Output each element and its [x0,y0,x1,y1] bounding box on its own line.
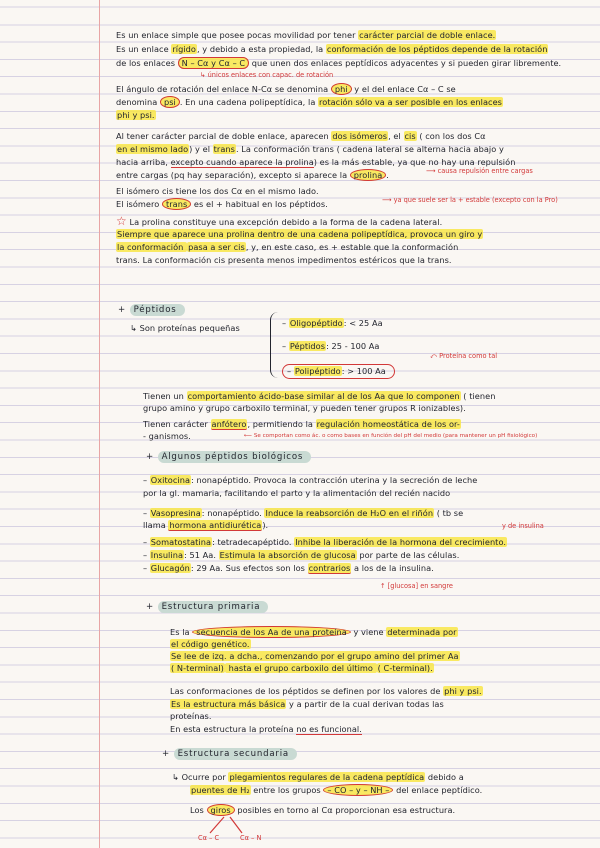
algunos-item-1b: por la gl. mamaria, facilitando el parto y la alimentación del recién nacido [143,488,451,498]
algunos-margin-note: y de insulina [502,522,544,530]
p3-margin-note: ⟶ causa repulsión entre cargas [426,167,533,175]
giros-note-2: Cα – N [240,834,262,842]
peptidos-body-1: Tienen un comportamiento ácido-base similar al de los Aa que lo componen ( tienen [143,391,496,401]
secundaria-line-2: puentes de H₂ entre los grupos – CO – y – NH – del enlace peptídico. [191,785,483,795]
algunos-item-1a: – Oxitocina: nonapéptido. Provoca la contracción uterina y la secreción de leche [143,475,478,485]
p1-line-2: Es un enlace rígido, y debido a esta propiedad, la conformación de los péptidos depende de la rotación [116,44,548,54]
p1-line-1: Es un enlace simple que posee pocas movilidad por tener carácter parcial de doble enlace. [116,30,496,40]
p3-line-1: Al tener carácter parcial de doble enlace, aparecen dos isómeros, el cis ( con los dos Cα [116,131,486,141]
p1-line-3: de los enlaces N – Cα y Cα – C que unen dos enlaces peptídicos adyacentes y si pueden girar libremente. [116,58,562,68]
p3-line-4: entre cargas (pq hay separación), excepto si aparece la prolina . [116,170,389,180]
section-estructura-secundaria: + Estructura secundaria [162,749,297,759]
algunos-item-3: – Somatostatina: tetradecapéptido. Inhibe la liberación de la hormona del crecimiento. [143,537,507,547]
estructura-line-1: Es la secuencia de los Aa de una proteína y viene determinada por [170,627,457,637]
peptidos-body-2: grupo amino y grupo carboxilo terminal, y pueden tener grupos R ionizables). [143,403,466,413]
p5-line-3: la conformación pasa a ser cis, y, en este caso, es + estable que la conformación [117,242,459,252]
star-icon: ☆ [116,214,127,228]
p5-line-2: Siempre que aparece una prolina dentro de una cadena polipeptídica, provoca un giro y [117,229,483,239]
peptidos-body-3: Tienen carácter anfótero, permitiendo la regulación homeostática de los or- [143,419,460,429]
algunos-item-2b: llama hormona antidiurética). [143,520,269,530]
peptidos-item-3: – Polipéptido: > 100 Aa [282,364,395,379]
giros-note-1: Cα – C [198,834,220,842]
p5-line-4: trans. La conformación cis presenta menos impedimentos estéricos que la trans. [116,255,452,265]
estructura-line-4: ( N-terminal) hasta el grupo carboxilo del último ( C-terminal). [171,663,433,673]
notebook-margin-line [99,0,100,848]
algunos-item-2a: – Vasopresina: nonapéptido. Induce la reabsorción de H₂O en el riñón ( tb se [143,508,464,518]
algunos-item-5: – Glucagón: 29 Aa. Sus efectos son los contrarios a los de la insulina. [143,563,434,573]
peptidos-item-1: – Oligopéptido: < 25 Aa [282,318,383,328]
secundaria-line-1: ↳ Ocurre por plegamientos regulares de la cadena peptídica debido a [172,772,464,782]
estructura-line-7: proteínas. [170,711,212,721]
p4-margin-note: ⟶ ya que suele ser la + estable (excepto con la Pro) [382,196,558,204]
section-algunos: + Algunos péptidos biológicos [146,452,311,462]
p2-line-1: El ángulo de rotación del enlace N-Cα se denomina phi y el del enlace Cα – C se [116,84,456,94]
section-estructura-primaria: + Estructura primaria [146,602,268,612]
p5-line-1: ☆ La prolina constituye una excepción debido a la forma de la cadena lateral. [116,214,443,228]
estructura-line-2: el código genético. [171,639,250,649]
secundaria-line-3: Los giros posibles en torno al Cα proporcionan esa estructura. [190,805,456,815]
estructura-line-6: Es la estructura más básica y a partir de la cual derivan todas las [171,699,444,709]
estructura-line-5: Las conformaciones de los péptidos se definen por los valores de phi y psi. [170,686,482,696]
peptidos-margin-note-2: ⟵ Se comportan como ác. o como bases en función del pH del medio (para mantener un pH fisiológico) [244,433,538,439]
algunos-item-4: – Insulina: 51 Aa. Estimula la absorción de glucosa por parte de las células. [143,550,460,560]
p2-line-3: phi y psi. [117,110,155,120]
algunos-margin-note-2: ↑ [glucosa] en sangre [380,582,453,590]
p3-line-3: hacia arriba, excepto cuando aparece la prolina) es la más estable, ya que no hay una repulsión [116,157,516,167]
estructura-line-3: Se lee de izq. a dcha., comenzando por el grupo amino del primer Aa [171,651,459,661]
section-peptidos: + Péptidos [118,305,185,315]
p1-margin-note: ↳ únicos enlaces con capac. de rotación [200,71,334,79]
peptidos-intro: ↳ Son proteínas pequeñas [130,323,240,333]
peptidos-body-4: - ganismos. [143,431,191,441]
peptidos-margin-note: ⤺ Proteína como tal [430,352,498,360]
p4-line-1: El isómero cis tiene los dos Cα en el mismo lado. [116,186,319,196]
p3-line-2: en el mismo lado) y el trans. La conformación trans ( cadena lateral se alterna hacia abajo y [117,144,504,154]
p2-line-2: denomina psi . En una cadena polipeptídica, la rotación sólo va a ser posible en los enlaces [116,97,502,107]
p4-line-2: El isómero trans es el + habitual en los péptidos. [116,199,328,209]
peptidos-brace [270,312,279,378]
peptidos-item-2: – Péptidos: 25 - 100 Aa [282,341,380,351]
estructura-line-8: En esta estructura la proteína no es funcional. [170,724,362,734]
